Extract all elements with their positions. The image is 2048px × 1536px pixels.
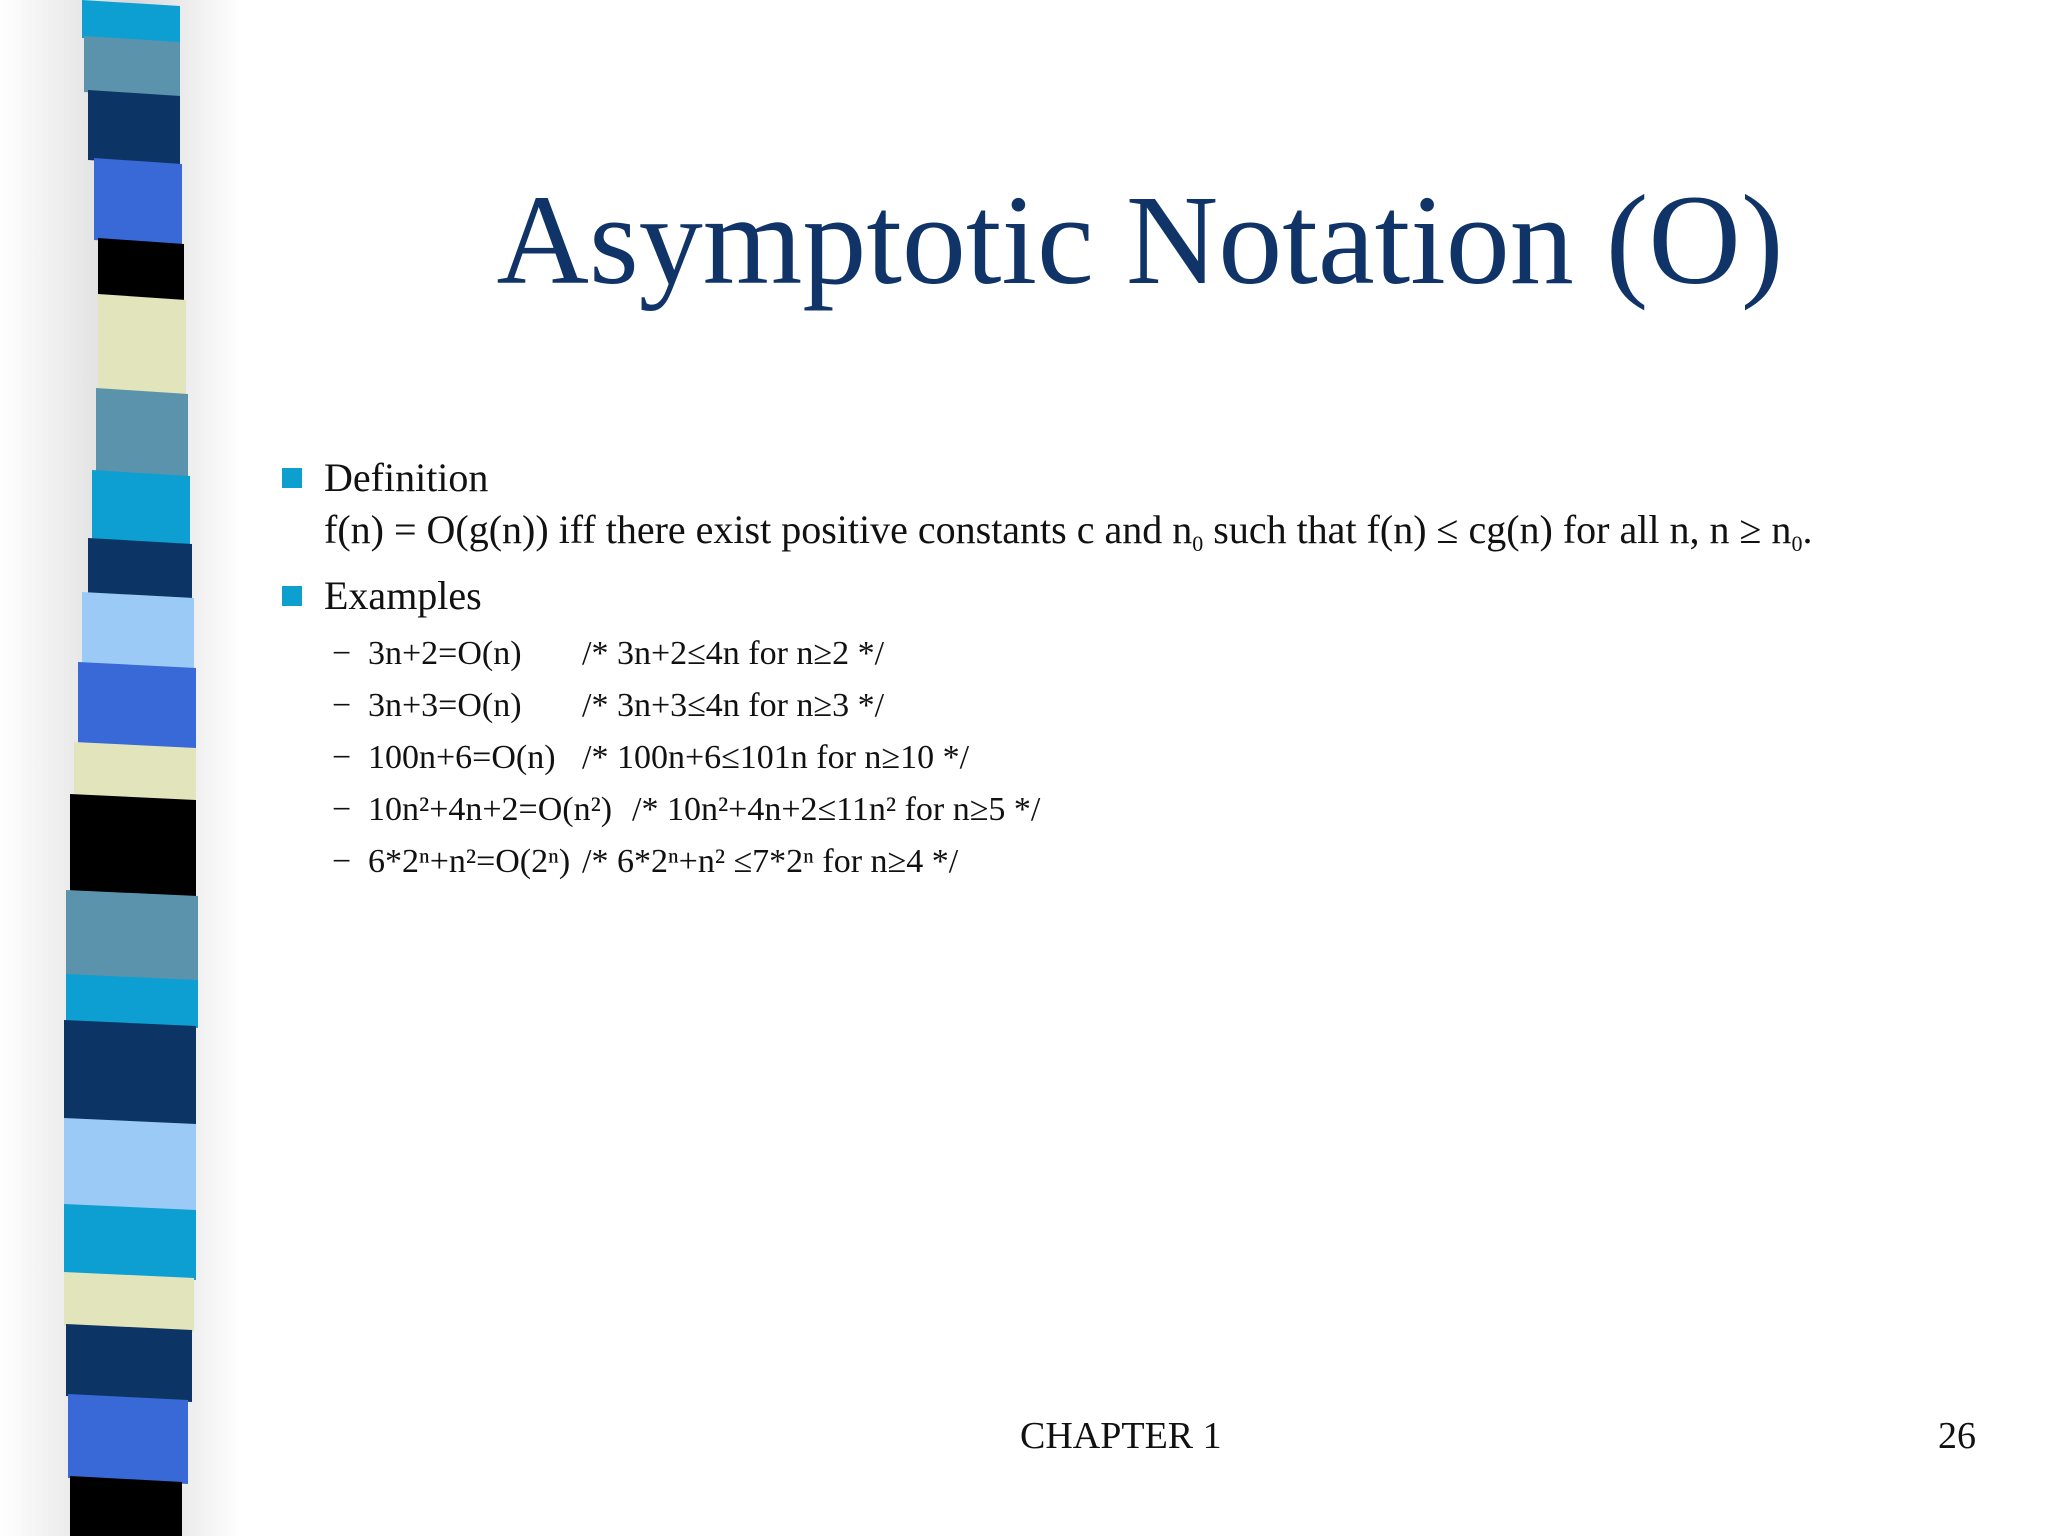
bullet-square-icon [282,586,302,606]
example-comment: /* 3n+3≤4n for n≥3 */ [582,687,885,724]
example-item [332,784,2000,836]
example-item [332,732,2000,784]
stripe-segment [92,470,190,546]
example-comment: /* 6*2ⁿ+n² ≤7*2ⁿ for n≥4 */ [582,843,959,880]
example-item [332,628,2000,680]
stripe-segment [74,742,196,802]
stripe-segment [64,1020,196,1126]
stripe-segment [98,294,186,396]
examples-label: Examples [324,573,482,618]
example-comment: /* 10n²+4n+2≤11n² for n≥5 */ [632,791,1041,828]
stripe-segment [66,890,198,982]
bullet-square-icon [282,468,302,488]
stripe-segment [64,1204,196,1280]
stripe-segment [96,388,188,478]
stripe-segment [98,238,184,302]
stripe-segment [82,592,194,670]
stripe-segment [64,1118,196,1212]
stripe-segment [64,1272,194,1332]
stripe-segment [70,1476,182,1536]
stripe-segment [68,1394,188,1484]
footer-chapter: CHAPTER 1 [1020,1415,1222,1457]
dash-icon: − [332,687,352,724]
example-expression: 10n²+4n+2=O(n²) [368,791,613,828]
slide-content [280,452,2000,888]
example-comment: /* 3n+2≤4n for n≥2 */ [582,635,885,672]
example-comment: /* 100n+6≤101n for n≥10 */ [582,739,970,776]
stripe-segment [84,36,180,98]
example-item [332,836,2000,888]
bullet-examples [280,570,2000,622]
example-expression: 3n+2=O(n) [368,635,522,672]
stripe-segment [66,1324,192,1402]
stripe-segment [70,794,196,898]
examples-list [280,628,2000,888]
example-expression: 3n+3=O(n) [368,687,522,724]
dash-icon: − [332,635,352,672]
dash-icon: − [332,843,352,880]
stripe-segment [88,538,192,600]
dash-icon: − [332,739,352,776]
example-expression: 100n+6=O(n) [368,739,556,776]
stripe-segment [78,662,196,750]
stripe-segment [88,90,180,166]
definition-label: Definition [324,455,489,500]
definition-text: f(n) = O(g(n)) iff there exist positive constants c and $n_0$ such that f(n) ≤ cg(n) for all n, $n \ge n_0$. [324,507,1813,556]
decorative-stripe-band [0,0,240,1536]
example-expression: 6*2ⁿ+n²=O(2ⁿ) [368,843,571,880]
stripe-segment [66,974,198,1028]
bullet-definition [280,452,2000,556]
example-item [332,680,2000,732]
slide-title: Asymptotic Notation (O) [496,169,1784,311]
page-number: 26 [1938,1415,1976,1457]
stripe-segment [94,158,182,246]
dash-icon: − [332,791,352,828]
